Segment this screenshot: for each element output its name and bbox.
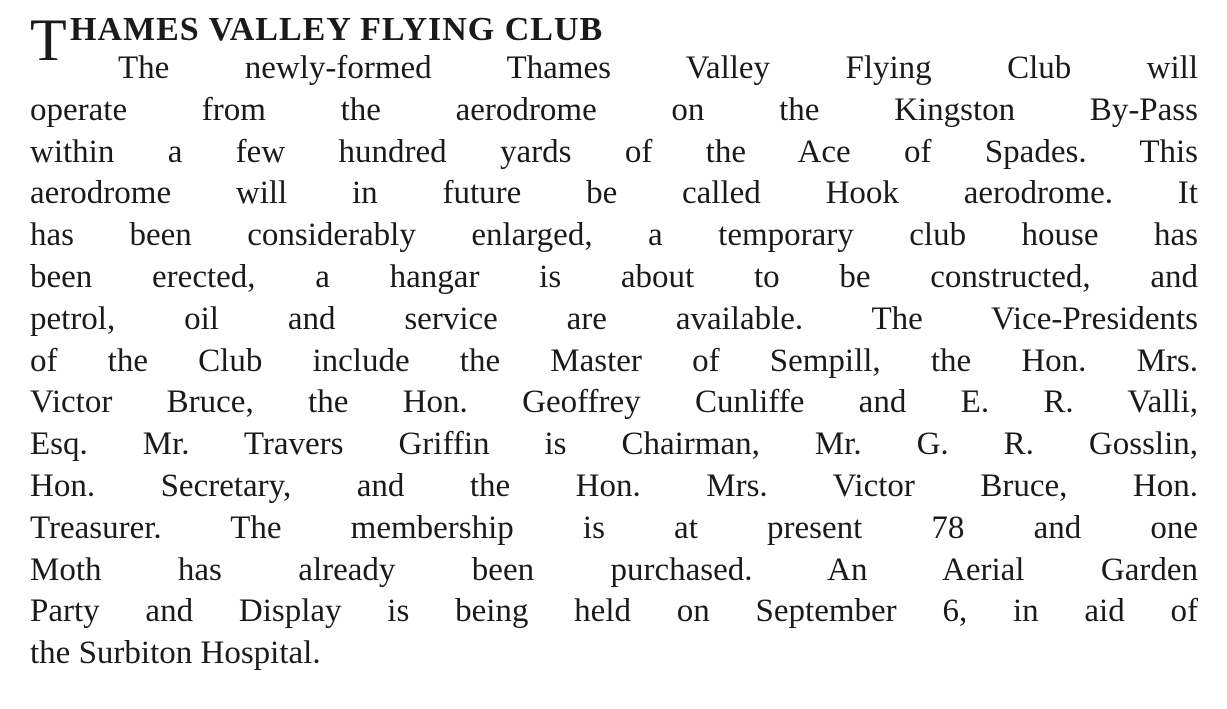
article-line: been erected, a hangar is about to be constructed, and <box>30 258 1198 295</box>
article-line: Party and Display is being held on September 6, in aid of <box>30 593 1198 630</box>
article-line: Victor Bruce, the Hon. Geoffrey Cunliffe and E. R. Valli, <box>30 384 1198 421</box>
headline-drop-initial: T <box>30 7 67 73</box>
article-line: within a few hundred yards of the Ace of Spades. This <box>30 133 1198 170</box>
article-line: Treasurer. The membership is at present 78 and one <box>30 509 1198 546</box>
article-line: aerodrome will in future be called Hook aerodrome. It <box>30 175 1198 212</box>
article-line: of the Club include the Master of Sempill, the Hon. Mrs. <box>30 342 1198 379</box>
article-line: has been considerably enlarged, a temporary club house has <box>30 217 1198 254</box>
article-line: the Surbiton Hospital. <box>30 635 321 672</box>
article-line: Hon. Secretary, and the Hon. Mrs. Victor Bruce, Hon. <box>30 467 1198 504</box>
news-article <box>30 6 1198 675</box>
article-body <box>30 48 1198 675</box>
article-line: petrol, oil and service are available. The Vice-Presidents <box>30 300 1198 337</box>
article-line: operate from the aerodrome on the Kingston By-Pass <box>30 91 1198 128</box>
article-line: Esq. Mr. Travers Griffin is Chairman, Mr. G. R. Gosslin, <box>30 426 1198 463</box>
article-line: Moth has already been purchased. An Aerial Garden <box>30 551 1198 588</box>
headline-text: HAMES VALLEY FLYING CLUB <box>70 11 604 48</box>
article-line: The newly-formed Thames Valley Flying Club will <box>118 50 1198 86</box>
